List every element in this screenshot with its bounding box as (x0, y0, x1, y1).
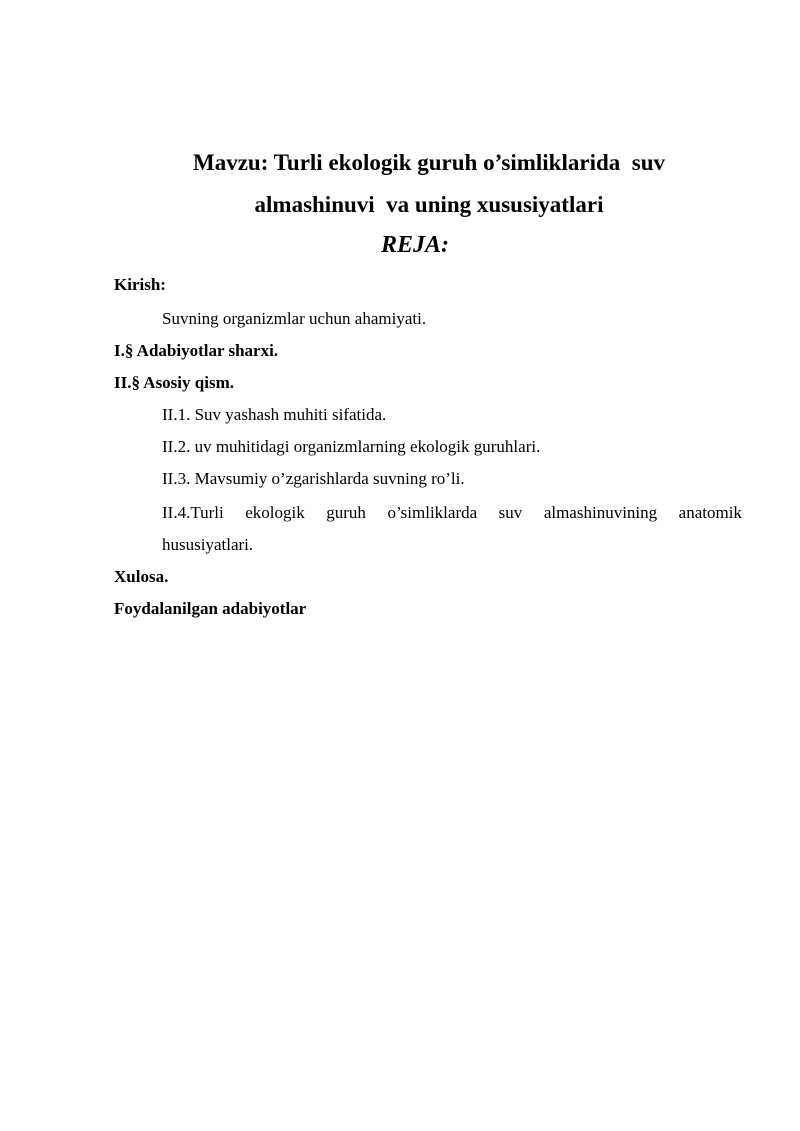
section-1-heading: I.§ Adabiyotlar sharxi. (114, 341, 279, 360)
item-2-4-word: suv (498, 503, 523, 522)
section-2-heading: II.§ Asosiy qism. (114, 373, 234, 392)
item-2-4-word: ekologik (245, 503, 305, 522)
item-2-4-word: o’simliklarda (387, 503, 478, 522)
item-2-1: II.1. Suv yashash muhiti sifatida. (162, 405, 387, 424)
item-2-3: II.3. Mavsumiy o’zgarishlarda suvning ro’li. (162, 469, 465, 488)
item-2-4-continuation: hususiyatlari. (162, 535, 254, 554)
item-2-4-word: II.4.Turli (162, 503, 224, 522)
plan-heading: REJA: (380, 232, 449, 258)
item-2-4-word: almashinuvining (543, 503, 658, 522)
intro-item: Suvning organizmlar uchun ahamiyati. (162, 309, 427, 328)
intro-label: Kirish: (114, 275, 166, 294)
conclusion-heading: Xulosa. (114, 567, 169, 586)
references-heading: Foydalanilgan adabiyotlar (114, 599, 307, 618)
item-2-2: II.2. uv muhitidagi organizmlarning ekologik guruhlari. (162, 437, 541, 456)
document-title-line-1: Mavzu: Turli ekologik guruh o’simliklarida suv (192, 150, 666, 175)
item-2-4-word: anatomik (678, 503, 742, 522)
item-2-4-word: guruh (326, 503, 366, 522)
item-2-4 (162, 503, 742, 523)
document-title-line-2: almashinuvi va uning xususiyatlari (254, 192, 604, 217)
